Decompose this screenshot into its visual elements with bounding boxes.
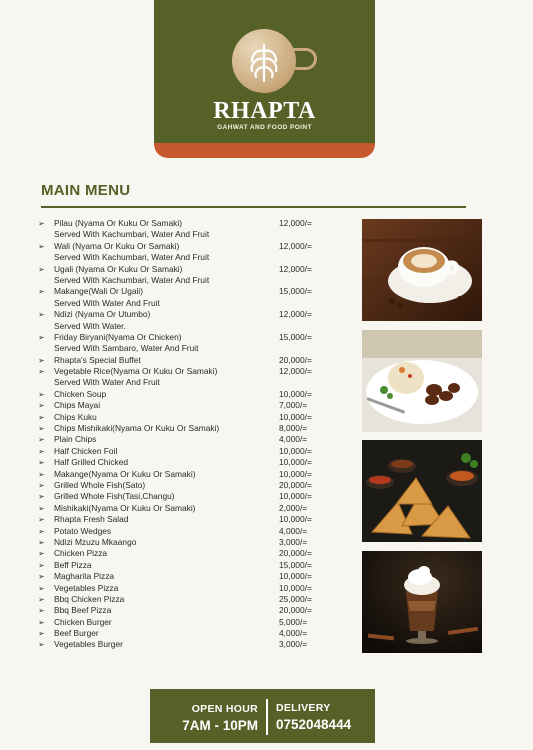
menu-item-price: 10,000/= [279, 514, 312, 525]
arrow-bullet-icon: ➢ [38, 424, 45, 434]
menu-item-name: Potato Wedges [54, 525, 112, 536]
menu-item [38, 571, 338, 582]
arrow-bullet-icon: ➢ [38, 560, 45, 570]
menu-item-name: Rhapta's Special Buffet [54, 354, 141, 365]
arrow-bullet-icon: ➢ [38, 572, 45, 582]
menu-item-price: 20,000/= [279, 479, 312, 490]
arrow-bullet-icon: ➢ [38, 629, 45, 639]
menu-item-name: Bbq Beef Pizza [54, 605, 112, 616]
menu-item-price: 10,000/= [279, 582, 312, 593]
menu-item-price: 12,000/= [279, 218, 312, 228]
header-accent-strip [154, 143, 375, 158]
menu-item-note: Served With Kachumbari, Water And Fruit [54, 229, 210, 240]
rice-dish-photo [362, 330, 482, 432]
menu-item [38, 309, 338, 320]
menu-item [38, 548, 338, 559]
arrow-bullet-icon: ➢ [38, 480, 45, 490]
menu-item-name: Vegetable Rice(Nyama Or Kuku Or Samaki) [54, 366, 218, 377]
menu-item [38, 605, 338, 616]
menu-item-name: Plain Chips [54, 434, 97, 445]
menu-item-note: Served With Kachumbari, Water And Fruit [54, 252, 210, 263]
open-hour-label: OPEN HOUR [191, 703, 258, 715]
menu-item-name: Rhapta Fresh Salad [54, 514, 129, 525]
menu-item-price: 2,000/= [279, 502, 308, 513]
menu-item [38, 286, 338, 297]
menu-item-price: 8,000/= [279, 423, 308, 434]
arrow-bullet-icon: ➢ [38, 503, 45, 513]
menu-item [38, 389, 338, 400]
delivery-label: DELIVERY [276, 702, 331, 714]
menu-item-note: Served With Sambaro, Water And Fruit [54, 343, 199, 354]
menu-item [38, 218, 338, 229]
menu-item [38, 264, 338, 275]
menu-title-underline [41, 206, 466, 208]
delivery-block [266, 699, 375, 735]
menu-item-description [38, 321, 338, 332]
menu-item [38, 583, 338, 594]
arrow-bullet-icon: ➢ [38, 287, 45, 297]
menu-item [38, 332, 338, 343]
menu-item-name: Makange(Nyama Or Kuku Or Samaki) [54, 468, 196, 479]
iced-coffee-photo [362, 551, 482, 653]
menu-item-price: 3,000/= [279, 536, 308, 547]
menu-item [38, 639, 338, 650]
menu-item-name: Magharita Pizza [54, 571, 115, 582]
arrow-bullet-icon: ➢ [38, 537, 45, 547]
menu-item-description [38, 252, 338, 263]
menu-item-price: 10,000/= [279, 445, 312, 456]
menu-item-name: Half Grilled Chicked [54, 457, 129, 468]
arrow-bullet-icon: ➢ [38, 332, 45, 342]
menu-item-description [38, 377, 338, 388]
menu-item [38, 355, 338, 366]
menu-item-name: Bbq Chicken Pizza [54, 593, 125, 604]
arrow-bullet-icon: ➢ [38, 310, 45, 320]
menu-item-price: 10,000/= [279, 411, 312, 422]
coffee-photo [362, 219, 482, 321]
menu-item-name: Grilled Whole Fish(Tasi,Changu) [54, 491, 175, 502]
menu-item [38, 423, 338, 434]
menu-item-name: Chicken Pizza [54, 548, 108, 559]
menu-item-price: 10,000/= [279, 491, 312, 502]
arrow-bullet-icon: ➢ [38, 412, 45, 422]
arrow-bullet-icon: ➢ [38, 469, 45, 479]
menu-item-price: 4,000/= [279, 525, 308, 536]
menu-item-price: 15,000/= [279, 559, 312, 570]
menu-item [38, 480, 338, 491]
arrow-bullet-icon: ➢ [38, 367, 45, 377]
menu-item [38, 617, 338, 628]
menu-item-name: Friday Biryani(Nyama Or Chicken) [54, 331, 182, 342]
arrow-bullet-icon: ➢ [38, 583, 45, 593]
menu-item-name: Ndizi (Nyama Or Utumbo) [54, 309, 151, 320]
arrow-bullet-icon: ➢ [38, 389, 45, 399]
arrow-bullet-icon: ➢ [38, 355, 45, 365]
menu-item-price: 4,000/= [279, 628, 308, 639]
menu-item-price: 10,000/= [279, 571, 312, 582]
arrow-bullet-icon: ➢ [38, 617, 45, 627]
menu-item-description [38, 343, 338, 354]
menu-item [38, 491, 338, 502]
menu-item-name: Vegetables Pizza [54, 582, 119, 593]
menu-item-price: 15,000/= [279, 286, 312, 297]
arrow-bullet-icon: ➢ [38, 526, 45, 536]
menu-item [38, 457, 338, 468]
menu-item-name: Wali (Nyama Or Kuku Or Samaki) [54, 240, 180, 251]
menu-item [38, 594, 338, 605]
menu-item-description [38, 275, 338, 286]
menu-item [38, 434, 338, 445]
menu-item-price: 25,000/= [279, 593, 312, 604]
arrow-bullet-icon: ➢ [38, 492, 45, 502]
menu-item-price: 20,000/= [279, 548, 312, 559]
brand-name: RHAPTA [213, 98, 316, 124]
brand-tagline: GAHWAT AND FOOD POINT [217, 124, 312, 131]
menu-title: MAIN MENU [41, 182, 131, 199]
arrow-bullet-icon: ➢ [38, 515, 45, 525]
arrow-bullet-icon: ➢ [38, 401, 45, 411]
menu-item-price: 7,000/= [279, 400, 308, 411]
menu-item-note: Served With Water And Fruit [54, 297, 160, 308]
menu-item-description [38, 298, 338, 309]
arrow-bullet-icon: ➢ [38, 640, 45, 650]
open-hour-value: 7AM - 10PM [182, 718, 258, 733]
menu-item-note: Served With Water. [54, 320, 126, 331]
menu-item-name: Grilled Whole Fish(Sato) [54, 479, 146, 490]
menu-item-name: Ugali (Nyama Or Kuku Or Samaki) [54, 263, 183, 274]
menu-item-name: Chicken Soup [54, 388, 107, 399]
arrow-bullet-icon: ➢ [38, 594, 45, 604]
menu-item-name: Pilau (Nyama Or Kuku Or Samaki) [54, 218, 182, 228]
menu-item [38, 537, 338, 548]
menu-item-price: 10,000/= [279, 468, 312, 479]
arrow-bullet-icon: ➢ [38, 264, 45, 274]
menu-item-price: 12,000/= [279, 366, 312, 377]
menu-item [38, 526, 338, 537]
coffee-cup-logo-icon [232, 29, 296, 93]
menu-item-name: Beff Pizza [54, 559, 92, 570]
footer-bar [150, 689, 375, 743]
menu-item-name: Makange(Wali Or Ugali) [54, 286, 144, 297]
arrow-bullet-icon: ➢ [38, 458, 45, 468]
menu-item-price: 3,000/= [279, 639, 308, 650]
menu-item-price: 12,000/= [279, 309, 312, 320]
menu-item-note: Served With Kachumbari, Water And Fruit [54, 274, 210, 285]
menu-item [38, 560, 338, 571]
arrow-bullet-icon: ➢ [38, 435, 45, 445]
menu-item-name: Chips Mishikaki(Nyama Or Kuku Or Samaki) [54, 423, 220, 434]
menu-item-price: 10,000/= [279, 457, 312, 468]
menu-item [38, 514, 338, 525]
menu-item-name: Half Chicken Foil [54, 445, 118, 456]
arrow-bullet-icon: ➢ [38, 446, 45, 456]
menu-item-price: 4,000/= [279, 434, 308, 445]
menu-item [38, 446, 338, 457]
menu-item [38, 412, 338, 423]
menu-item-price: 20,000/= [279, 354, 312, 365]
menu-item-price: 15,000/= [279, 331, 312, 342]
menu-item-name: Vegetables Burger [54, 639, 123, 650]
menu-item-name: Chips Kuku [54, 411, 97, 422]
arrow-bullet-icon: ➢ [38, 241, 45, 251]
menu-item-name: Chips Mayai [54, 400, 101, 411]
menu-item-price: 12,000/= [279, 240, 312, 251]
samosa-photo [362, 440, 482, 542]
menu-item [38, 469, 338, 480]
menu-item [38, 400, 338, 411]
menu-item-name: Beef Burger [54, 628, 99, 639]
menu-item-name: Mishikaki(Nyama Or Kuku Or Samaki) [54, 502, 196, 513]
menu-item [38, 366, 338, 377]
menu-item-price: 12,000/= [279, 263, 312, 274]
open-hour-block [150, 689, 266, 743]
arrow-bullet-icon: ➢ [38, 219, 45, 228]
menu-item-price: 5,000/= [279, 616, 308, 627]
menu-item [38, 241, 338, 252]
menu-list [38, 218, 338, 651]
menu-item-price: 20,000/= [279, 605, 312, 616]
menu-item-note: Served With Water And Fruit [54, 377, 160, 388]
menu-item-name: Chicken Burger [54, 616, 112, 627]
menu-item-price: 10,000/= [279, 388, 312, 399]
arrow-bullet-icon: ➢ [38, 549, 45, 559]
menu-item [38, 503, 338, 514]
delivery-phone[interactable]: 0752048444 [276, 717, 352, 732]
menu-item [38, 628, 338, 639]
arrow-bullet-icon: ➢ [38, 606, 45, 616]
menu-item-description [38, 229, 338, 240]
menu-item-name: Ndizi Mzuzu Mkaango [54, 536, 137, 547]
